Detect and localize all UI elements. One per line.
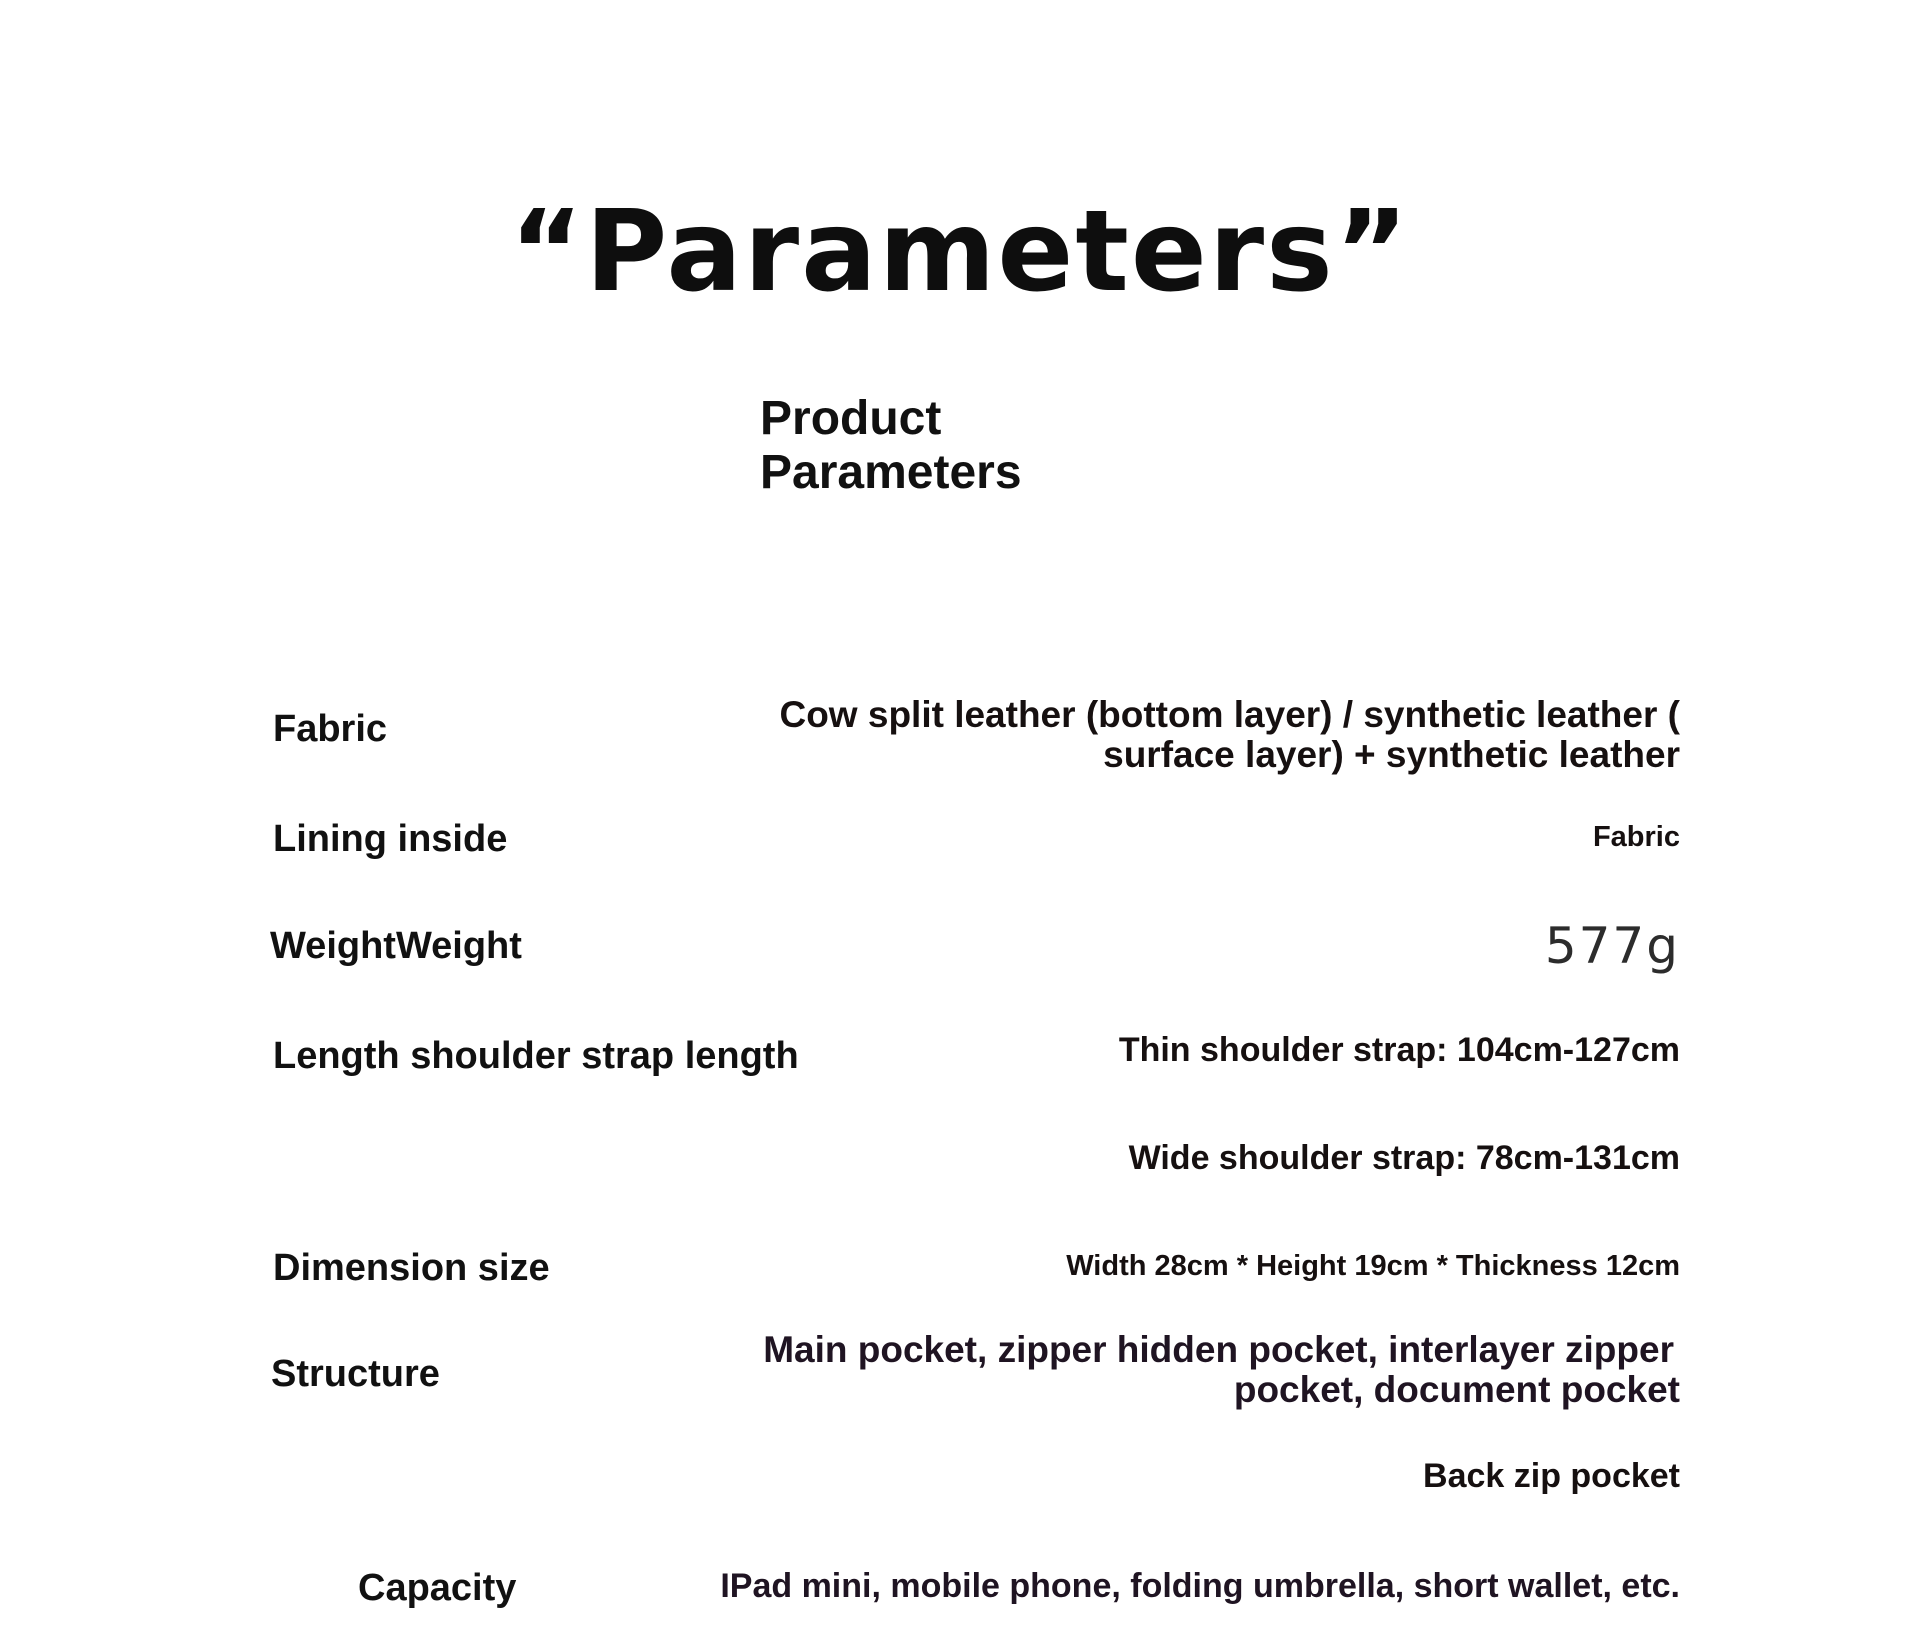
fabric-value-line-1: Cow split leather (bottom layer) / synthetic leather ( bbox=[779, 694, 1680, 735]
structure-value-line-2: pocket, document pocket bbox=[1233, 1369, 1680, 1410]
structure-label: Structure bbox=[271, 1353, 440, 1395]
fabric-value bbox=[779, 695, 1680, 775]
capacity-value: IPad mini, mobile phone, folding umbrella, short wallet, etc. bbox=[720, 1567, 1680, 1605]
section-heading-line-1: Product bbox=[760, 392, 942, 445]
structure-value-line-1: Main pocket, zipper hidden pocket, interlayer zipper bbox=[763, 1329, 1674, 1370]
weight-label: WeightWeight bbox=[270, 925, 522, 967]
fabric-value-line-2: surface layer) + synthetic leather bbox=[1103, 734, 1680, 775]
strap-length-label: Length shoulder strap length bbox=[273, 1035, 799, 1077]
weight-value: 577g bbox=[1544, 917, 1680, 975]
dimension-label: Dimension size bbox=[273, 1247, 550, 1289]
dimension-value: Width 28cm * Height 19cm * Thickness 12cm bbox=[1066, 1250, 1680, 1282]
strap-wide-value: Wide shoulder strap: 78cm-131cm bbox=[1128, 1139, 1680, 1177]
lining-label: Lining inside bbox=[273, 818, 508, 860]
lining-value: Fabric bbox=[1592, 821, 1680, 853]
structure-extra-value: Back zip pocket bbox=[1423, 1457, 1680, 1495]
fabric-label: Fabric bbox=[273, 708, 388, 750]
section-heading-line-2: Parameters bbox=[760, 446, 1022, 499]
section-heading bbox=[760, 392, 1160, 500]
strap-thin-value: Thin shoulder strap: 104cm-127cm bbox=[1118, 1031, 1680, 1069]
structure-value bbox=[763, 1330, 1680, 1410]
page-title: “Parameters” bbox=[509, 187, 1411, 317]
capacity-label: Capacity bbox=[358, 1567, 517, 1609]
